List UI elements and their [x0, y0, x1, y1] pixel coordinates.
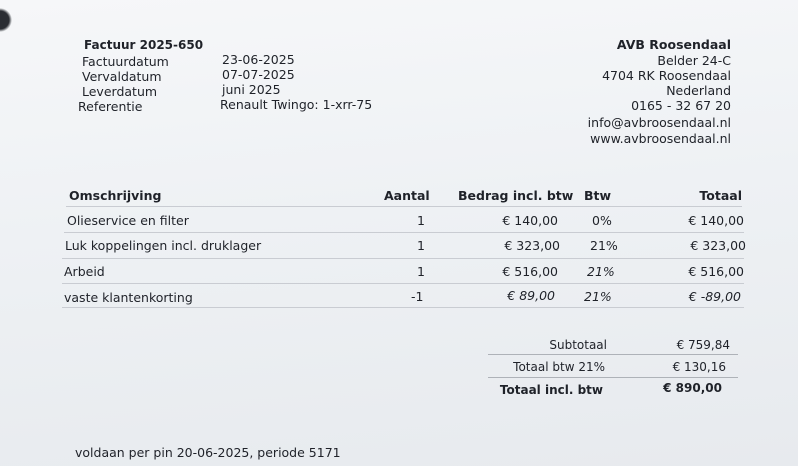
payment-note: voldaan per pin 20-06-2025, periode 5171 [75, 445, 341, 460]
invoice-date-label: Factuurdatum [82, 54, 169, 69]
reference-label: Referentie [78, 99, 143, 114]
grand-total-label: Totaal incl. btw [499, 383, 603, 397]
row-description: vaste klantenkorting [64, 290, 193, 305]
company-phone: 0165 - 32 67 20 [631, 98, 731, 113]
row-description: Arbeid [64, 264, 105, 279]
row-description: Olieservice en filter [67, 213, 189, 228]
company-country: Nederland [666, 83, 731, 98]
row-total: € 516,00 [688, 264, 744, 279]
subtotal-value: € 759,84 [676, 338, 730, 352]
row-vat: 0% [592, 213, 612, 228]
row-vat: 21% [590, 238, 618, 253]
col-header-total: Totaal [699, 188, 742, 203]
due-date-value: 07-07-2025 [222, 67, 295, 82]
row-total: € -89,00 [688, 289, 741, 304]
company-email: info@avbroosendaal.nl [587, 115, 731, 130]
row-divider [64, 232, 744, 233]
due-date-label: Vervaldatum [82, 69, 162, 84]
row-description: Luk koppelingen incl. druklager [65, 238, 262, 253]
row-divider [62, 307, 744, 308]
photo-edge-shadow [0, 0, 14, 60]
row-qty: -1 [411, 289, 424, 304]
row-vat: 21% [584, 289, 612, 304]
invoice-title: Factuur 2025-650 [84, 38, 204, 52]
col-header-amount: Bedrag incl. btw [458, 188, 574, 203]
col-header-qty: Aantal [384, 188, 430, 203]
vat-total-value: € 130,16 [672, 360, 726, 374]
company-website: www.avbroosendaal.nl [590, 131, 731, 146]
row-vat: 21% [587, 264, 615, 279]
subtotal-label: Subtotaal [549, 338, 607, 352]
row-total: € 140,00 [688, 213, 744, 228]
totals-divider [488, 377, 738, 378]
col-header-description: Omschrijving [69, 188, 162, 203]
row-qty: 1 [417, 213, 425, 228]
row-divider [62, 283, 744, 284]
row-qty: 1 [417, 238, 425, 253]
totals-divider [488, 354, 738, 355]
table-header-divider [66, 206, 742, 207]
row-divider [62, 258, 744, 259]
row-qty: 1 [417, 264, 425, 279]
vat-total-label: Totaal btw 21% [513, 360, 605, 374]
grand-total-value: € 890,00 [663, 381, 722, 395]
row-amount: € 516,00 [502, 264, 558, 279]
row-amount: € 140,00 [502, 213, 558, 228]
row-total: € 323,00 [690, 238, 746, 253]
delivery-date-label: Leverdatum [82, 84, 158, 99]
company-name: AVB Roosendaal [616, 37, 731, 52]
row-amount: € 323,00 [504, 238, 560, 253]
col-header-vat: Btw [584, 188, 612, 203]
company-street: Belder 24-C [657, 53, 731, 68]
delivery-date-value: juni 2025 [222, 82, 281, 97]
company-city: 4704 RK Roosendaal [602, 68, 731, 83]
invoice-date-value: 23-06-2025 [222, 52, 295, 67]
reference-value: Renault Twingo: 1-xrr-75 [220, 97, 373, 112]
row-amount: € 89,00 [507, 288, 555, 303]
